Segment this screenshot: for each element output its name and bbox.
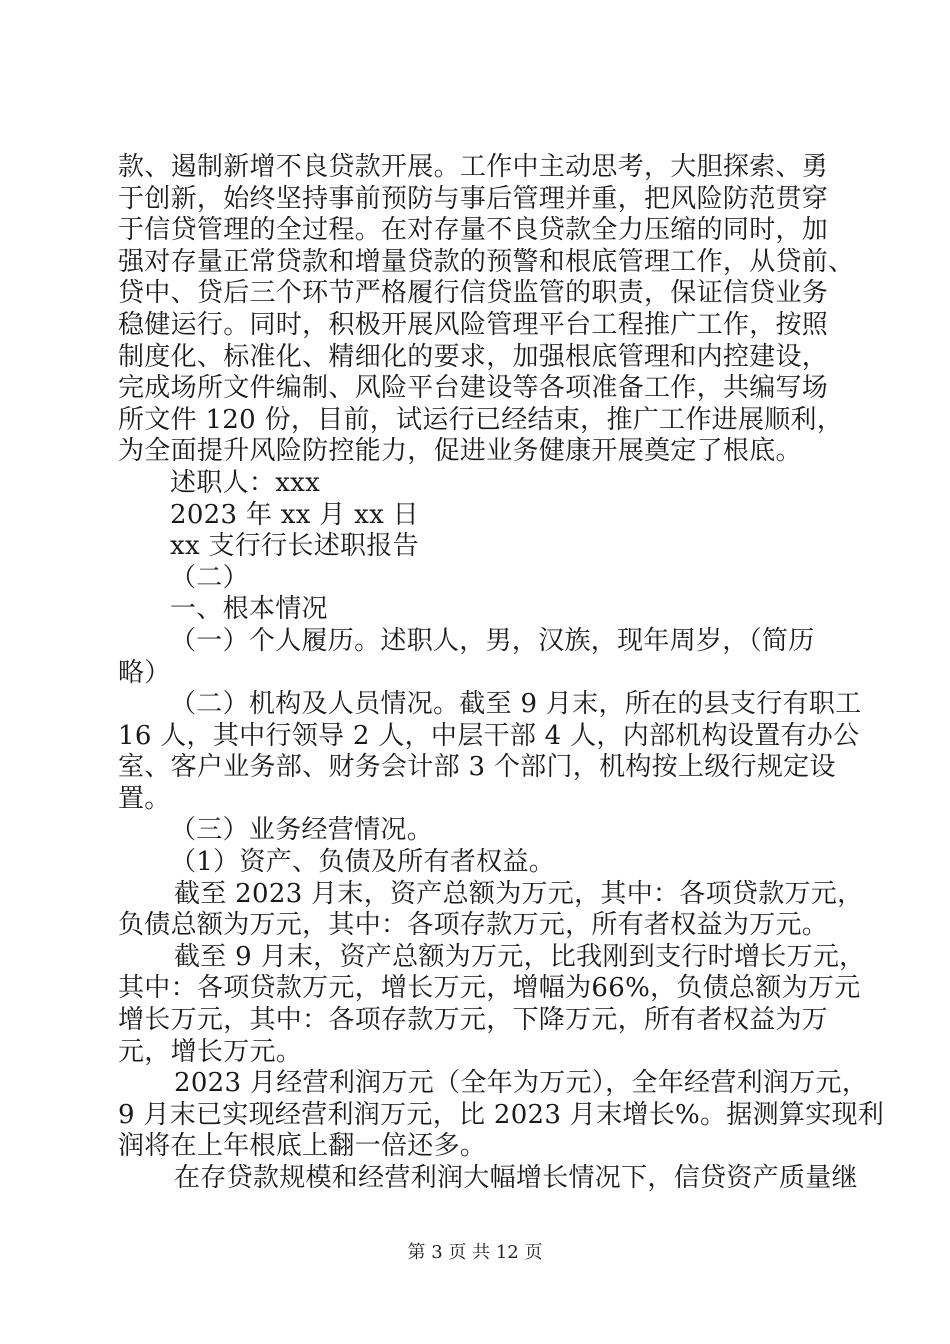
body-line: 2023 月经营利润万元（全年为万元），全年经营利润万元， [174,1068,869,1099]
body-line: 款、遏制新增不良贷款开展。工作中主动思考，大胆探索、勇 [118,152,829,182]
body-line: 于创新，始终坚持事前预防与事后管理并重，把风险防范贯穿 [118,183,829,214]
body-line: 元，增长万元。 [118,1036,303,1067]
subsection-line: （1）资产、负债及所有者权益。 [170,847,556,878]
body-line: 负债总额为万元，其中：各项存款万元，所有者权益为万元。 [118,910,829,941]
body-line: 在存贷款规模和经营利润大幅增长情况下，信贷资产质量继 [174,1163,858,1193]
section-number: （二） [170,562,249,593]
section-heading: 一、根本情况 [170,594,328,625]
document-body [118,152,885,1195]
body-line: 截至 2023 月末，资产总额为万元，其中：各项贷款万元， [174,878,864,909]
report-title: xx 支行行长述职报告 [170,531,419,562]
subsection-line: （二）机构及人员情况。截至 9 月末，所在的县支行有职工 [170,689,862,720]
body-line: 贷中、贷后三个环节严格履行信贷监管的职责，保证信贷业务 [118,278,829,309]
body-line: 完成场所文件编制、风险平台建设等各项准备工作，共编写场 [118,373,829,404]
page-number-footer: 第 3 页 共 12 页 [407,1242,543,1263]
body-line: 强对存量正常贷款和增量贷款的预警和根底管理工作，从贷前、 [118,246,855,277]
body-line: 增长万元，其中：各项存款万元，下降万元，所有者权益为万 [118,1005,829,1036]
body-line: 室、客户业务部、财务会计部 3 个部门，机构按上级行规定设 [118,752,836,783]
subsection-line: （三）业务经营情况。 [170,815,434,846]
body-line: 其中：各项贷款万元，增长万元，增幅为66%，负债总额为万元 [118,973,861,1004]
body-line: 9 月末已实现经营利润万元，比 2023 月末增长%。据测算实现利 [118,1099,885,1130]
body-line: 稳健运行。同时，积极开展风险管理平台工程推广工作，按照 [118,309,829,340]
body-line: 为全面提升风险防控能力，促进业务健康开展奠定了根底。 [118,436,802,467]
body-line: 截至 9 月末，资产总额为万元，比我刚到支行时增长万元， [174,941,866,972]
body-line: 所文件 120 份，目前，试运行已经结束，推广工作进展顺利， [118,404,844,435]
body-line: 16 人，其中行领导 2 人，中层干部 4 人，内部机构设置有办公 [118,720,860,751]
date-line: 2023 年 xx 月 xx 日 [170,499,419,530]
body-line: 润将在上年根底上翻一倍还多。 [118,1131,487,1162]
body-line: 制度化、标准化、精细化的要求，加强根底管理和内控建设， [118,341,829,372]
body-line: 于信贷管理的全过程。在对存量不良贷款全力压缩的同时，加 [118,215,829,246]
body-line: 略） [118,657,171,688]
body-line: 置。 [118,783,171,814]
reporter-line: 述职人：xxx [170,467,321,498]
subsection-line: （一）个人履历。述职人，男，汉族，现年周岁，（简历 [170,625,815,656]
